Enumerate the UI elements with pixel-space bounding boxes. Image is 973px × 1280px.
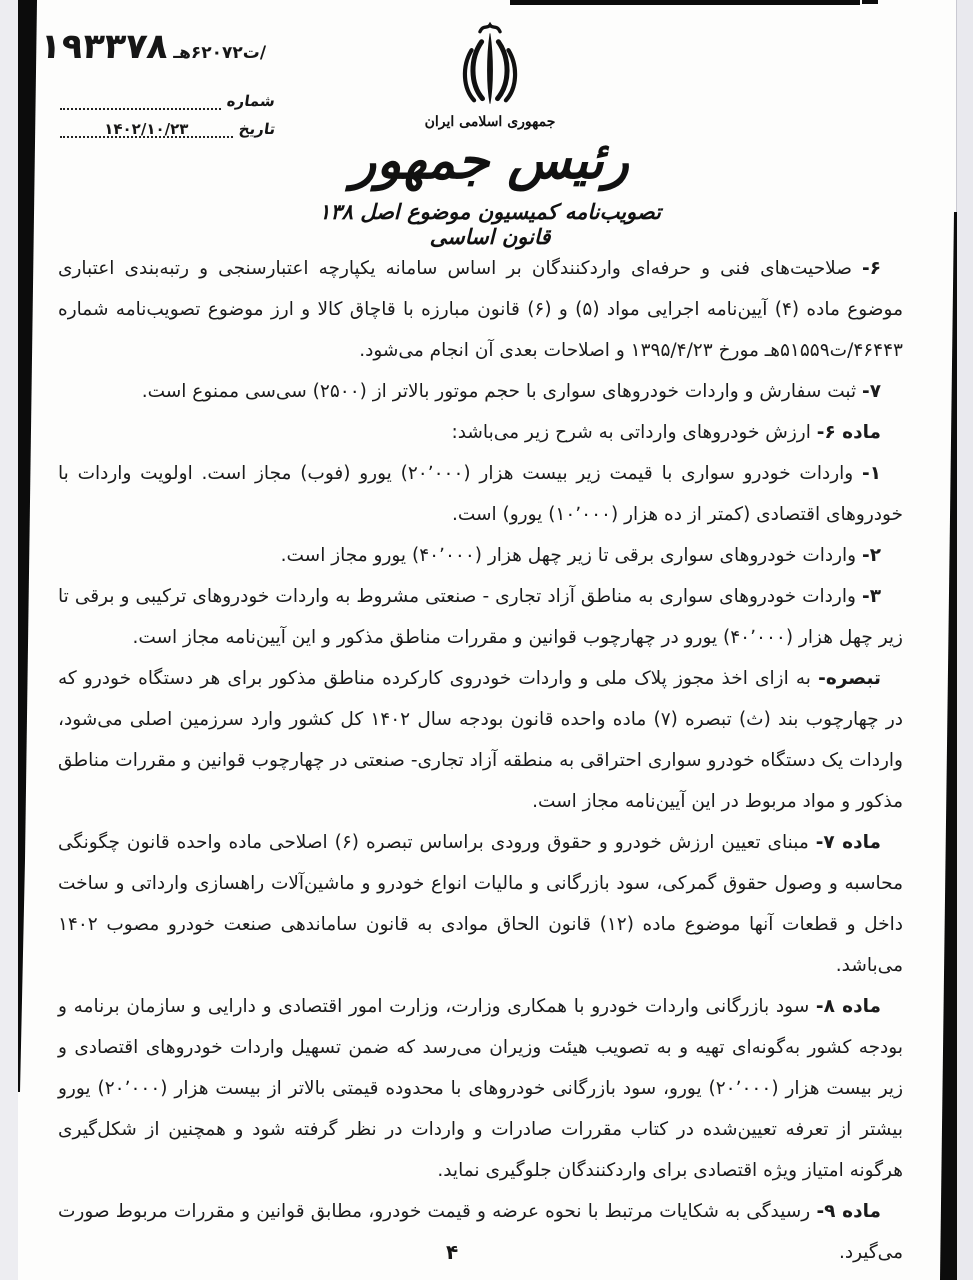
item-3-lead: ۳- <box>862 586 881 607</box>
article-6-item-2 <box>58 535 903 576</box>
country-title: جمهوری اسلامی ایران <box>424 114 556 130</box>
item-1-text: واردات خودرو سواری با قیمت زیر بیست هزار (۲۰٬۰۰۰) یورو (فوب) مجاز است. اولویت واردات با خودروهای اقتصادی (کمتر از ده هزار (۱۰٬۰۰۰) یورو) است. <box>58 463 903 525</box>
date-row <box>60 120 275 138</box>
clause-6-text: صلاحیت‌های فنی و حرفه‌ای واردکنندگان بر اساس سامانه یکپارچه اعتبارسنجی و رتبه‌بندی اعتباری موضوع ماده (۴) آیین‌نامه اجرایی مواد (۵) و (۶) قانون مبارزه با قاچاق کالا و ارز موضوع تصویب‌نامه شماره ۴۶۴۴۳/ت۵۱۵۵۹هـ مورخ ۱۳۹۵/۴/۲۳ و اصلاحات بعدی آن انجام می‌شود. <box>58 258 903 361</box>
article-8-text: سود بازرگانی واردات خودرو با همکاری وزارت، وزارت امور اقتصادی و دارایی و سازمان برنامه و بودجه کشور به‌گونه‌ای تهیه و به تصویب هیئت وزیران می‌رسد که ضمن تسهیل واردات خودروهای اقتصادی و زیر بیست هزار (۲۰٬۰۰۰) یورو، سود بازرگانی خودروهای با محدوده قیمتی بالاتر از بیست هزار (۲۰٬۰۰۰) یورو بیشتر از تعرفه تعیین‌شده در کتاب مقررات صادرات و واردات در نظر گرفته شود و همچنین از شکل‌گیری هرگونه امتیاز ویژه اقتصادی برای واردکنندگان جلوگیری نماید. <box>58 996 904 1181</box>
registration-block <box>37 27 340 67</box>
decree-body <box>58 248 903 1273</box>
page-number: ۴ <box>446 1240 459 1264</box>
article-8-lead: ماده ۸- <box>815 996 881 1017</box>
note-lead: تبصره- <box>818 668 881 689</box>
clause-7-lead: ۷- <box>862 381 881 402</box>
office-title: رئیس جمهور <box>351 130 629 191</box>
iran-emblem-icon <box>448 20 532 112</box>
scan-right-margin <box>956 0 973 1280</box>
article-9-lead: ماده ۹- <box>816 1201 881 1222</box>
article-9-text: رسیدگی به شکایات مرتبط با نحوه عرضه و قیمت خودرو، مطابق قوانین و مقررات مربوط صورت می‌گیرد. <box>58 1201 903 1263</box>
number-date-stamp <box>60 92 275 148</box>
registration-suffix: /ت۶۲۰۷۲هـ <box>173 43 267 63</box>
article-7 <box>58 822 903 986</box>
number-dotted-line <box>60 92 221 110</box>
date-value: ۱۴۰۲/۱۰/۲۳ <box>60 120 233 138</box>
decree-subtitle: تصویب‌نامه کمیسیون موضوع اصل ۱۳۸ قانون اساسی <box>319 198 661 249</box>
article-8 <box>58 986 903 1191</box>
clause-6-lead: ۶- <box>862 258 881 279</box>
article-6-note <box>58 658 903 822</box>
number-row <box>60 92 275 110</box>
article-9 <box>58 1191 903 1273</box>
clause-6 <box>58 248 903 371</box>
clause-7 <box>58 371 903 412</box>
item-2-text: واردات خودروهای سواری برقی تا زیر چهل هزار (۴۰٬۰۰۰) یورو مجاز است. <box>280 545 857 566</box>
article-6-text: ارزش خودروهای وارداتی به شرح زیر می‌باشد: <box>451 422 811 443</box>
number-label: شماره <box>225 92 277 110</box>
clause-7-text: ثبت سفارش و واردات خودروهای سواری با حجم موتور بالاتر از (۲۵۰۰) سی‌سی ممنوع است. <box>141 381 857 402</box>
registration-number: ۱۹۳۳۷۸ <box>37 27 171 67</box>
item-3-text: واردات خودروهای سواری به مناطق آزاد تجاری - صنعتی مشروط به واردات خودروهای ترکیبی و برقی تا زیر چهل هزار (۴۰٬۰۰۰) یورو در چهارچوب قوانین و مقررات مناطق مذکور و این آیین‌نامه مجاز است. <box>58 586 903 648</box>
item-1-lead: ۱- <box>862 463 881 484</box>
article-7-text: مبنای تعیین ارزش خودرو و حقوق ورودی براساس تبصره (۶) اصلاحی ماده واحده قانون چگونگی محاسبه و وصول حقوق گمرکی، سود بازرگانی و مالیات انواع خودرو و ماشین‌آلات راهسازی وارداتی و ساخت داخل و قطعات آنها موضوع ماده (۱۲) قانون الحاق موادی به قانون ساماندهی صنعت خودرو مصوب ۱۴۰۲ می‌باشد. <box>58 832 903 976</box>
article-6-lead: ماده ۶- <box>816 422 881 443</box>
date-label: تاریخ <box>237 120 277 138</box>
article-6 <box>58 412 903 453</box>
article-7-lead: ماده ۷- <box>815 832 881 853</box>
article-6-item-1 <box>58 453 903 535</box>
item-2-lead: ۲- <box>862 545 881 566</box>
note-text: به ازای اخذ مجوز پلاک ملی و واردات خودروی کارکرده مناطق مذکور برای هر دستگاه خودرو که در چهارچوب بند (ث) تبصره (۷) ماده واحده قانون بودجه سال ۱۴۰۲ کل کشور وارد سرزمین اصلی می‌شود، واردات یک دستگاه خودرو سواری احتراقی به منطقه آزاد تجاری- صنعتی در چهارچوب قوانین و مقررات مناطق مذکور و مواد مربوط در این آیین‌نامه مجاز است. <box>58 668 904 812</box>
letterhead <box>300 20 680 249</box>
article-6-item-3 <box>58 576 903 658</box>
